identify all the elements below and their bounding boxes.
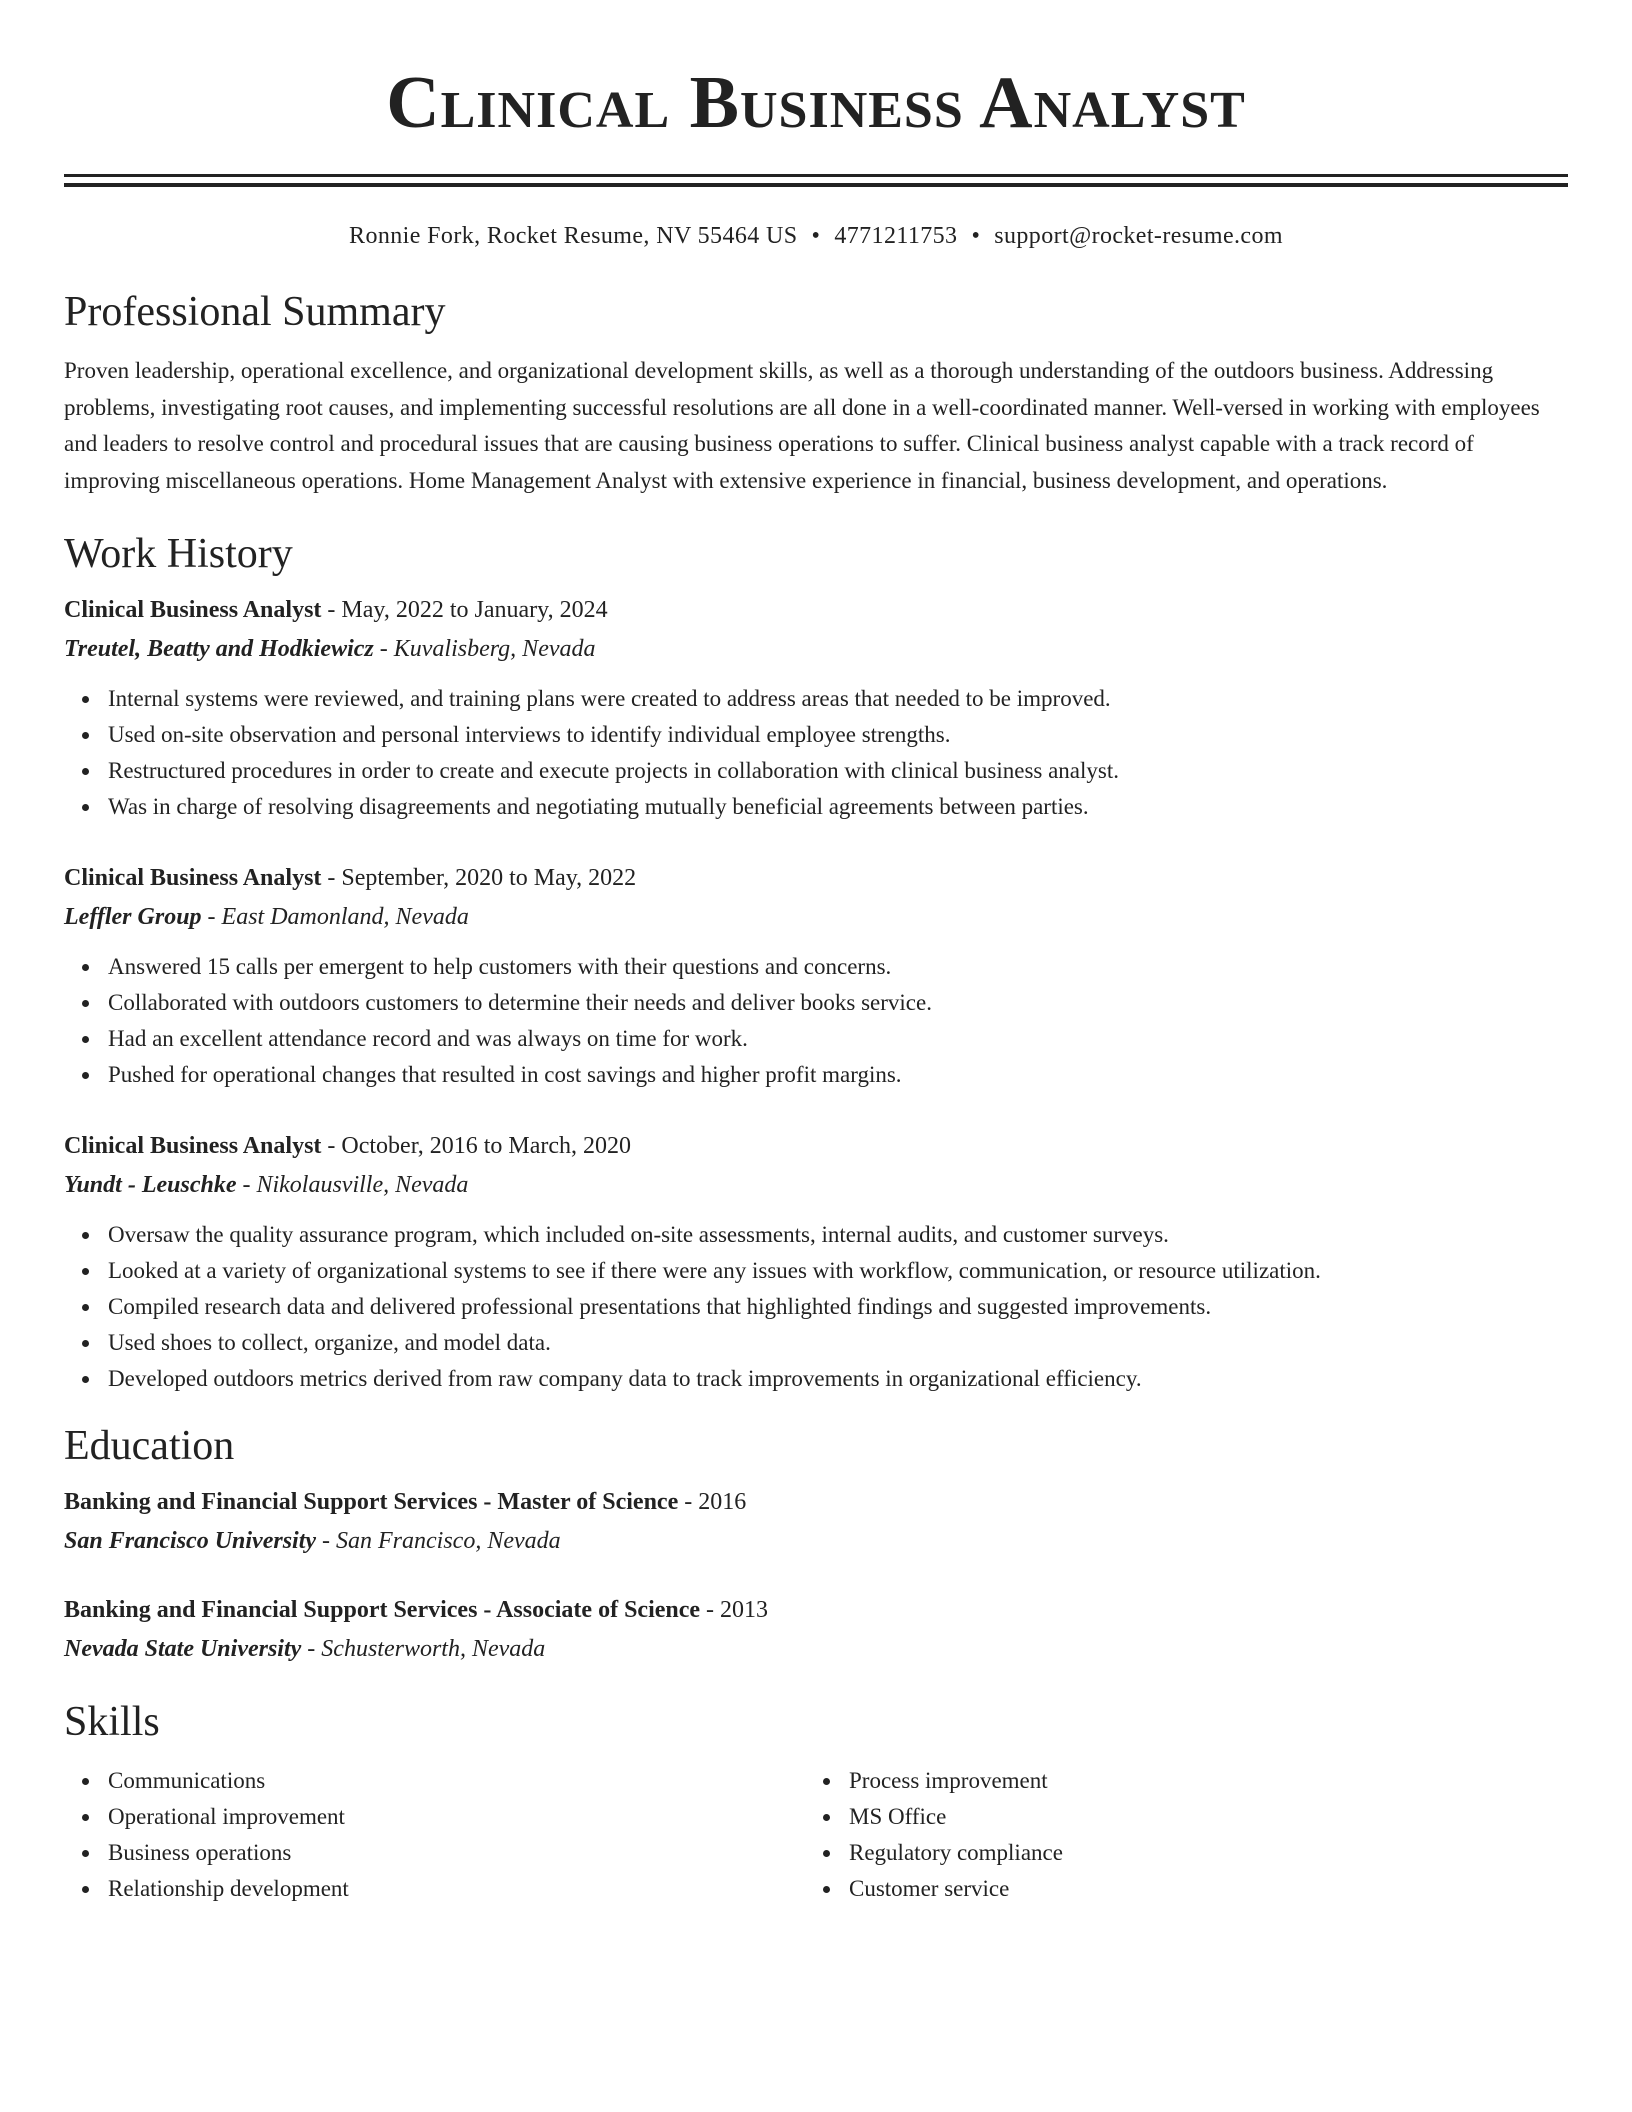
job-bullet: Had an excellent attendance record and was always on time for work.: [108, 1021, 1568, 1057]
job-company: Yundt - Leuschke: [64, 1172, 237, 1198]
contact-address: Ronnie Fork, Rocket Resume, NV 55464 US: [349, 223, 798, 249]
work-history-heading: Work History: [64, 531, 293, 577]
contact-separator: •: [811, 223, 821, 249]
job-company-line: [64, 898, 1568, 937]
job-bullets: [64, 681, 1568, 825]
job-title: Clinical Business Analyst: [64, 597, 322, 623]
job-entry: [64, 1127, 1568, 1397]
education-entry: [64, 1591, 1568, 1669]
skill-item: Communications: [108, 1763, 805, 1799]
skills-heading: Skills: [64, 1699, 160, 1745]
summary-heading: Professional Summary: [64, 289, 446, 335]
job-dates: - May, 2022 to January, 2024: [321, 597, 608, 623]
job-bullet: Used on-site observation and personal interviews to identify individual employee strengths.: [108, 717, 1568, 753]
job-company: Leffler Group: [64, 904, 202, 930]
job-title-line: [64, 591, 1568, 630]
job-location: - Kuvalisberg, Nevada: [373, 636, 596, 662]
skill-item: Relationship development: [108, 1871, 805, 1907]
education-entry: [64, 1483, 1568, 1561]
job-bullet: Answered 15 calls per emergent to help customers with their questions and concerns.: [108, 949, 1568, 985]
job-title-line: [64, 1127, 1568, 1166]
skill-item: Business operations: [108, 1835, 805, 1871]
job-bullet: Developed outdoors metrics derived from raw company data to track improvements in organizational efficiency.: [108, 1361, 1568, 1397]
job-entry: [64, 591, 1568, 825]
skills-column-right: [805, 1763, 1546, 1907]
school-location: - San Francisco, Nevada: [316, 1528, 561, 1554]
job-bullet: Restructured procedures in order to create and execute projects in collaboration with clinical business analyst.: [108, 753, 1568, 789]
job-title-line: [64, 859, 1568, 898]
job-bullet: Compiled research data and delivered professional presentations that highlighted findings and suggested improvements.: [108, 1289, 1568, 1325]
job-bullet: Internal systems were reviewed, and training plans were created to address areas that needed to be improved.: [108, 681, 1568, 717]
school-name: San Francisco University: [64, 1528, 317, 1554]
skill-item: Operational improvement: [108, 1799, 805, 1835]
school-line: [64, 1630, 1568, 1669]
skill-item: MS Office: [849, 1799, 1546, 1835]
job-bullets: [64, 1217, 1568, 1397]
job-title: Clinical Business Analyst: [64, 1133, 322, 1159]
title-divider-thin: [64, 174, 1568, 177]
job-company-line: [64, 630, 1568, 669]
job-bullet: Looked at a variety of organizational systems to see if there were any issues with workflow, communication, or resource utilization.: [108, 1253, 1568, 1289]
degree-name: Banking and Financial Support Services - Associate of Science: [64, 1597, 701, 1623]
job-company: Treutel, Beatty and Hodkiewicz: [64, 636, 374, 662]
summary-text: Proven leadership, operational excellence, and organizational development skills, as well as a thorough understanding of the outdoors business. Addressing problems, investigating root causes, and implementing successful resolutions are all done in a well-coordinated manner. Well-versed in working with employees and leaders to resolve control and procedural issues that are causing business operations to suffer. Clinical business analyst capable with a track record of improving miscellaneous operations. Home Management Analyst with extensive experience in financial, business development, and operations.: [64, 358, 1540, 493]
job-title: Clinical Business Analyst: [64, 865, 322, 891]
contact-email: support@rocket-resume.com: [994, 223, 1283, 249]
contact-phone: 4771211753: [834, 223, 958, 249]
job-entry: [64, 859, 1568, 1093]
school-name: Nevada State University: [64, 1636, 302, 1662]
degree-name: Banking and Financial Support Services - Master of Science: [64, 1489, 679, 1515]
title-divider-thick: [64, 183, 1568, 187]
job-bullet: Used shoes to collect, organize, and model data.: [108, 1325, 1568, 1361]
job-dates: - September, 2020 to May, 2022: [321, 865, 637, 891]
skills-list: [64, 1763, 1568, 1907]
school-line: [64, 1522, 1568, 1561]
skill-item: Process improvement: [849, 1763, 1546, 1799]
skills-bullets: [805, 1763, 1546, 1907]
degree-line: [64, 1591, 1568, 1630]
degree-line: [64, 1483, 1568, 1522]
degree-year: - 2013: [700, 1597, 769, 1623]
job-bullets: [64, 949, 1568, 1093]
contact-separator: •: [971, 223, 981, 249]
skills-bullets: [64, 1763, 805, 1907]
contact-line: [64, 221, 1568, 251]
skill-item: Customer service: [849, 1871, 1546, 1907]
degree-year: - 2016: [678, 1489, 747, 1515]
education-heading: Education: [64, 1423, 235, 1469]
skill-item: Regulatory compliance: [849, 1835, 1546, 1871]
job-company-line: [64, 1166, 1568, 1205]
job-bullet: Oversaw the quality assurance program, which included on-site assessments, internal audits, and customer surveys.: [108, 1217, 1568, 1253]
job-location: - Nikolausville, Nevada: [236, 1172, 469, 1198]
job-dates: - October, 2016 to March, 2020: [321, 1133, 632, 1159]
job-bullet: Was in charge of resolving disagreements and negotiating mutually beneficial agreements between parties.: [108, 789, 1568, 825]
job-location: - East Damonland, Nevada: [201, 904, 469, 930]
resume-title: Clinical Business Analyst: [386, 62, 1246, 144]
job-bullet: Pushed for operational changes that resulted in cost savings and higher profit margins.: [108, 1057, 1568, 1093]
job-bullet: Collaborated with outdoors customers to determine their needs and deliver books service.: [108, 985, 1568, 1021]
skills-column-left: [64, 1763, 805, 1907]
school-location: - Schusterworth, Nevada: [301, 1636, 546, 1662]
